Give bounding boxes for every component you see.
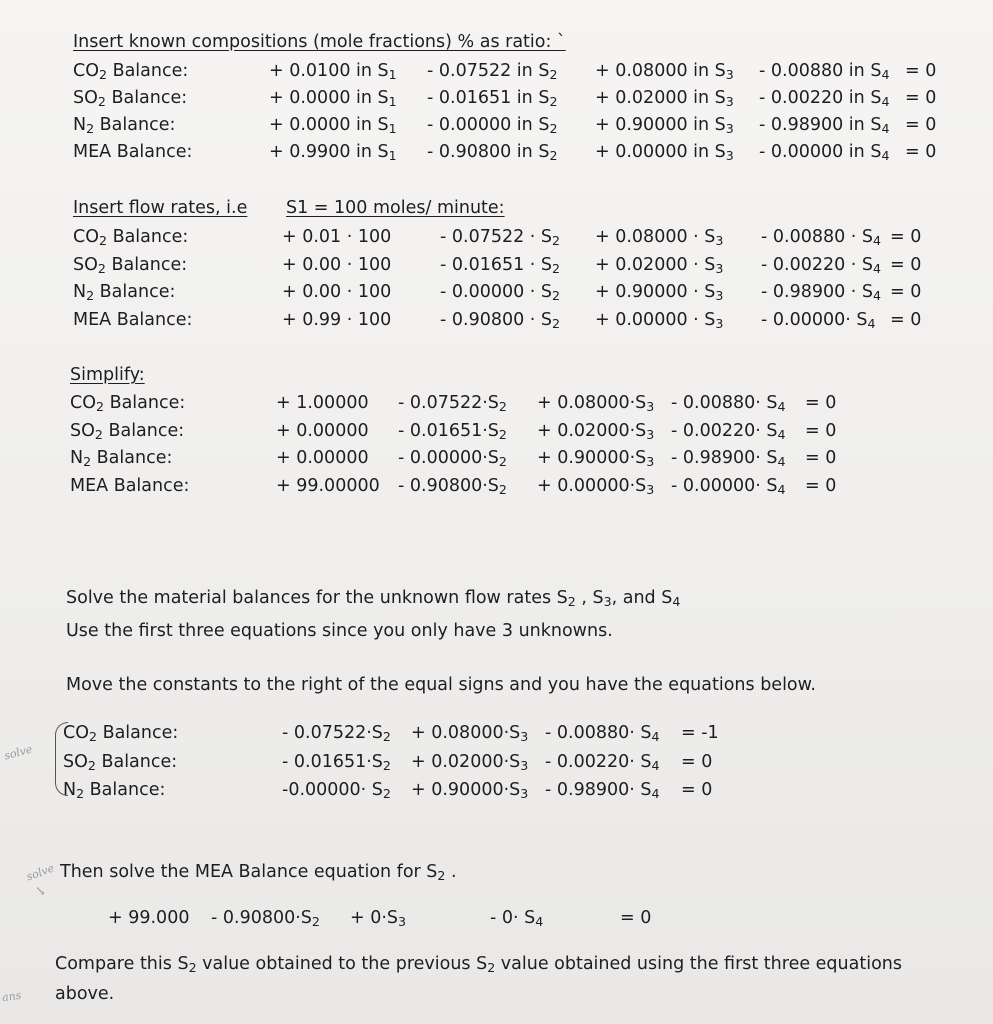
equation-term: + 0.0100 in $S_1$: [269, 61, 397, 83]
equation-term: - $0.00220 \cdot S_4$: [761, 254, 882, 276]
balance-label: $CO_2$ Balance:: [73, 227, 189, 249]
equation-term: + 0.00 · 100: [282, 282, 392, 302]
equals-zero: = 0: [905, 88, 937, 108]
equation-term: + 0.0000 in $S_1$: [269, 88, 397, 110]
balance-label: MEA Balance:: [73, 142, 193, 162]
equation-term: - $0.00880 \cdot S_4$: [761, 227, 882, 249]
section-heading-simplify: Simplify:: [70, 365, 145, 385]
equation-term: + 0.02000 in $S_3$: [595, 88, 734, 110]
equals-zero: = -1: [681, 723, 719, 743]
equation-term: - $0.01651 \cdot S_2$: [440, 254, 561, 276]
equation-term: - $0.07522 \cdot S_2$: [440, 227, 561, 249]
equals-zero: = 0: [905, 142, 937, 162]
balance-label: $CO_2$ Balance:: [73, 61, 189, 83]
balance-label: $SO_2$ Balance:: [73, 88, 188, 110]
equation-term: - $0.00880\cdot S_4$: [545, 723, 660, 745]
mea-equals: = 0: [620, 908, 652, 928]
instruction-move-constants: Move the constants to the right of the equal signs and you have the equations below.: [66, 675, 816, 695]
equation-term: - $0.98900 \cdot S_4$: [761, 282, 882, 304]
balance-label: $CO_2$ Balance:: [63, 723, 179, 745]
equals-zero: = 0: [805, 448, 837, 468]
equation-term: - $0.07522\cdot S_2$: [398, 393, 507, 415]
handwritten-note-solve-2: solve: [24, 861, 56, 884]
handwritten-note-ans: ans: [1, 988, 23, 1005]
equation-term: + $0.90000\cdot S_3$: [537, 448, 655, 470]
equals-zero: = 0: [905, 61, 937, 81]
section-heading-flow-rates-value: S1 = 100 moles/ minute:: [286, 198, 505, 218]
equation-term: - $0.00000\cdot S_2$: [398, 448, 507, 470]
section-heading-compositions: Insert known compositions (mole fractions) % as ratio: `: [73, 32, 566, 52]
equation-term: - $0.98900\cdot S_4$: [545, 780, 660, 802]
equation-term: + 0.01 · 100: [282, 227, 392, 247]
equation-term: - 0.07522 in $S_2$: [427, 61, 558, 83]
equation-term: - $0.07522\cdot S_2$: [282, 723, 391, 745]
balance-label: $SO_2$ Balance:: [70, 420, 185, 442]
equation-term: + 0.90000 in $S_3$: [595, 115, 734, 137]
equals-zero: = 0: [681, 780, 713, 800]
equation-term: - $0.90800 \cdot S_2$: [440, 309, 561, 331]
equals-zero: = 0: [890, 254, 922, 275]
equation-term: - $0.01651\cdot S_2$: [398, 420, 507, 442]
section-heading-flow-rates: Insert flow rates, i.e: [73, 198, 248, 218]
equation-term: - $0.00220\cdot S_4$: [671, 420, 786, 442]
instruction-use-three: Use the first three equations since you only have 3 unknowns.: [66, 621, 613, 641]
equation-term: + $0.02000\cdot S_3$: [537, 420, 655, 442]
equation-term: + 0.99 · 100: [282, 309, 392, 330]
equation-term: + 0.00 · 100: [282, 254, 392, 275]
equation-term: - $0.01651\cdot S_2$: [282, 751, 391, 773]
equals-zero: = 0: [905, 115, 937, 135]
equation-term: - 0.00880 in $S_4$: [759, 61, 890, 83]
mea-term-s3: + $0\cdot S_3$: [350, 908, 407, 930]
equation-term: + 0.08000 in $S_3$: [595, 61, 734, 83]
compare-line-2: above.: [55, 984, 115, 1004]
equation-term: - 0.00220 in $S_4$: [759, 88, 890, 110]
equation-term: + $0.02000 \cdot S_3$: [595, 254, 724, 276]
balance-label: $N_2$ Balance:: [73, 282, 176, 304]
equation-term: - 0.00000 in $S_2$: [427, 115, 558, 137]
balance-label: $SO_2$ Balance:: [73, 254, 188, 276]
equation-term: + $0.08000\cdot S_3$: [411, 723, 529, 745]
equation-term: + $0.02000\cdot S_3$: [411, 751, 529, 773]
mea-term-s2: - $0.90800\cdot S_2$: [211, 908, 320, 930]
handwritten-note-solve: solve: [2, 742, 34, 763]
equation-term: - 0.90800 in $S_2$: [427, 142, 558, 164]
equation-term: - $0.00000\cdot S_4$: [671, 475, 786, 497]
equation-term: - $0.00000\cdot S_4$: [761, 309, 876, 331]
equation-term: + 0.9900 in $S_1$: [269, 142, 397, 164]
equation-term: - 0.98900 in $S_4$: [759, 115, 890, 137]
instruction-solve: Solve the material balances for the unknown flow rates $S_2$ , $S_3$, and $S_4$: [66, 588, 681, 610]
equation-term: - $0.00220\cdot S_4$: [545, 751, 660, 773]
equation-term: + $0.08000 \cdot S_3$: [595, 227, 724, 249]
equation-term: - $0.00000 \cdot S_2$: [440, 282, 561, 304]
equals-zero: = 0: [805, 393, 837, 413]
equation-term: - $0.90800\cdot S_2$: [398, 475, 507, 497]
balance-label: $CO_2$ Balance:: [70, 393, 186, 415]
equation-term: - $0.98900\cdot S_4$: [671, 448, 786, 470]
equals-zero: = 0: [805, 475, 837, 496]
equals-zero: = 0: [681, 751, 713, 772]
balance-label: $N_2$ Balance:: [73, 115, 176, 137]
handwritten-arrow: ↘: [35, 884, 46, 899]
equation-term: + 0.00000: [276, 420, 369, 441]
equation-term: + $0.00000 \cdot S_3$: [595, 309, 724, 331]
equation-term: - 0.01651 in $S_2$: [427, 88, 558, 110]
balance-label: MEA Balance:: [70, 475, 190, 496]
equation-term: + $0.90000\cdot S_3$: [411, 780, 529, 802]
equals-zero: = 0: [805, 420, 837, 441]
equation-term: + 0.00000: [276, 448, 369, 468]
balance-label: $N_2$ Balance:: [63, 780, 166, 802]
compare-line-1: Compare this $S_2$ value obtained to the previous $S_2$ value obtained using the first three equations: [55, 954, 902, 976]
equation-term: + $0.90000 \cdot S_3$: [595, 282, 724, 304]
equation-term: + 0.00000 in $S_3$: [595, 142, 734, 164]
equation-term: $-0.00000\cdot S_2$: [282, 780, 391, 802]
equation-term: + $0.08000\cdot S_3$: [537, 393, 655, 415]
equation-term: + 1.00000: [276, 393, 369, 413]
equation-term: - $0.00880\cdot S_4$: [671, 393, 786, 415]
balance-label: $N_2$ Balance:: [70, 448, 173, 470]
equation-term: + 0.0000 in $S_1$: [269, 115, 397, 137]
equals-zero: = 0: [890, 309, 922, 330]
equation-term: + 99.00000: [276, 475, 380, 496]
balance-label: $SO_2$ Balance:: [63, 751, 178, 773]
balance-label: MEA Balance:: [73, 309, 193, 330]
equals-zero: = 0: [890, 227, 922, 247]
mea-term-s4: - $0\cdot S_4$: [490, 908, 544, 930]
equation-term: + $0.00000\cdot S_3$: [537, 475, 655, 497]
equals-zero: = 0: [890, 282, 922, 302]
mea-term-constant: + 99.000: [108, 908, 190, 928]
equation-term: - 0.00000 in $S_4$: [759, 142, 890, 164]
mea-intro: Then solve the MEA Balance equation for $S_2$ .: [60, 862, 457, 884]
